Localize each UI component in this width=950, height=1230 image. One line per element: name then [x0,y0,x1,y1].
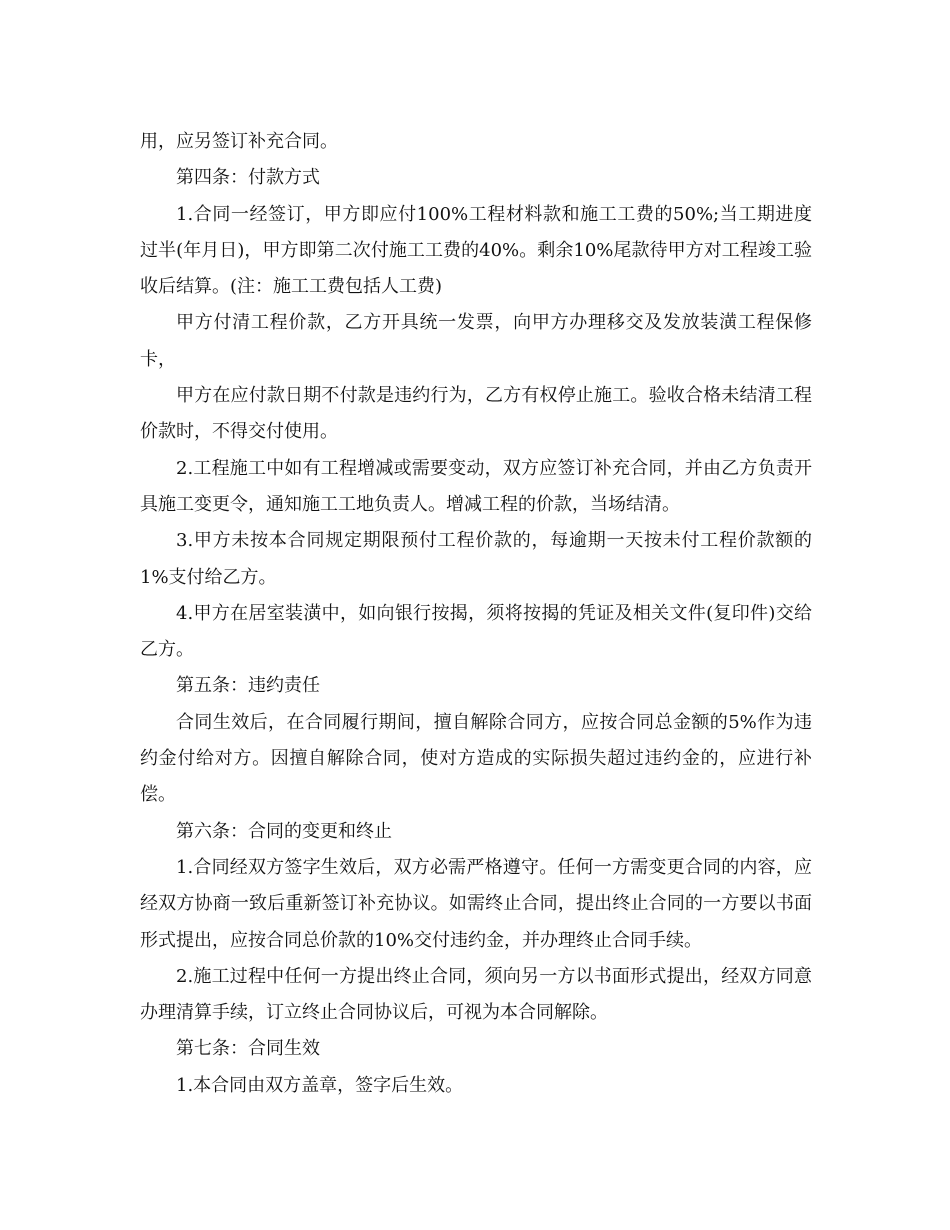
paragraph-liability: 合同生效后，在合同履行期间，擅自解除合同方，应按合同总金额的5%作为违约金付给对方。因擅自解除合同，使对方造成的实际损失超过违约金的，应进行补偿。 [140,711,812,806]
paragraph-payment-3: 3.甲方未按本合同规定期限预付工程价款的，每逾期一天按未付工程价款额的1%支付给乙方。 [140,530,812,588]
paragraph-effect-1: 1.本合同由双方盖章，签字后生效。 [176,1074,464,1096]
heading-article-6: 第六条：合同的变更和终止 [176,820,392,842]
heading-article-4: 第四条：付款方式 [176,167,320,189]
paragraph-payment-invoice: 甲方付清工程价款，乙方开具统一发票，向甲方办理移交及发放装潢工程保修卡， [140,312,812,370]
paragraph-change-2: 2.施工过程中任何一方提出终止合同，须向另一方以书面形式提出，经双方同意办理清算手续，订立终止合同协议后，可视为本合同解除。 [140,965,812,1024]
paragraph-change-1: 1.合同经双方签字生效后，双方必需严格遵守。任何一方需变更合同的内容，应经双方协商一致后重新签订补充协议。如需终止合同，提出终止合同的一方要以书面形式提出，应按合同总价款的10%交付违约金，并办理终止合同手续。 [140,856,812,951]
paragraph-continuation: 用，应另签订补充合同。 [140,131,338,152]
heading-article-5: 第五条：违约责任 [176,675,320,697]
document-body [140,124,812,1104]
paragraph-payment-default: 甲方在应付款日期不付款是违约行为，乙方有权停止施工。验收合格未结清工程价款时，不得交付使用。 [140,385,812,443]
paragraph-payment-4: 4.甲方在居室装潢中，如向银行按揭，须将按揭的凭证及相关文件(复印件)交给乙方。 [140,602,812,661]
heading-article-7: 第七条：合同生效 [176,1038,320,1060]
paragraph-payment-1: 1.合同一经签订，甲方即应付100%工程材料款和施工工费的50%;当工期进度过半(年月日)，甲方即第二次付施工工费的40%。剩余10%尾款待甲方对工程竣工验收后结算。(注：施工工费包括人工费) [140,203,812,298]
paragraph-payment-2: 2.工程施工中如有工程增减或需要变动，双方应签订补充合同，并由乙方负责开具施工变更令，通知施工工地负责人。增减工程的价款，当场结清。 [140,457,812,515]
